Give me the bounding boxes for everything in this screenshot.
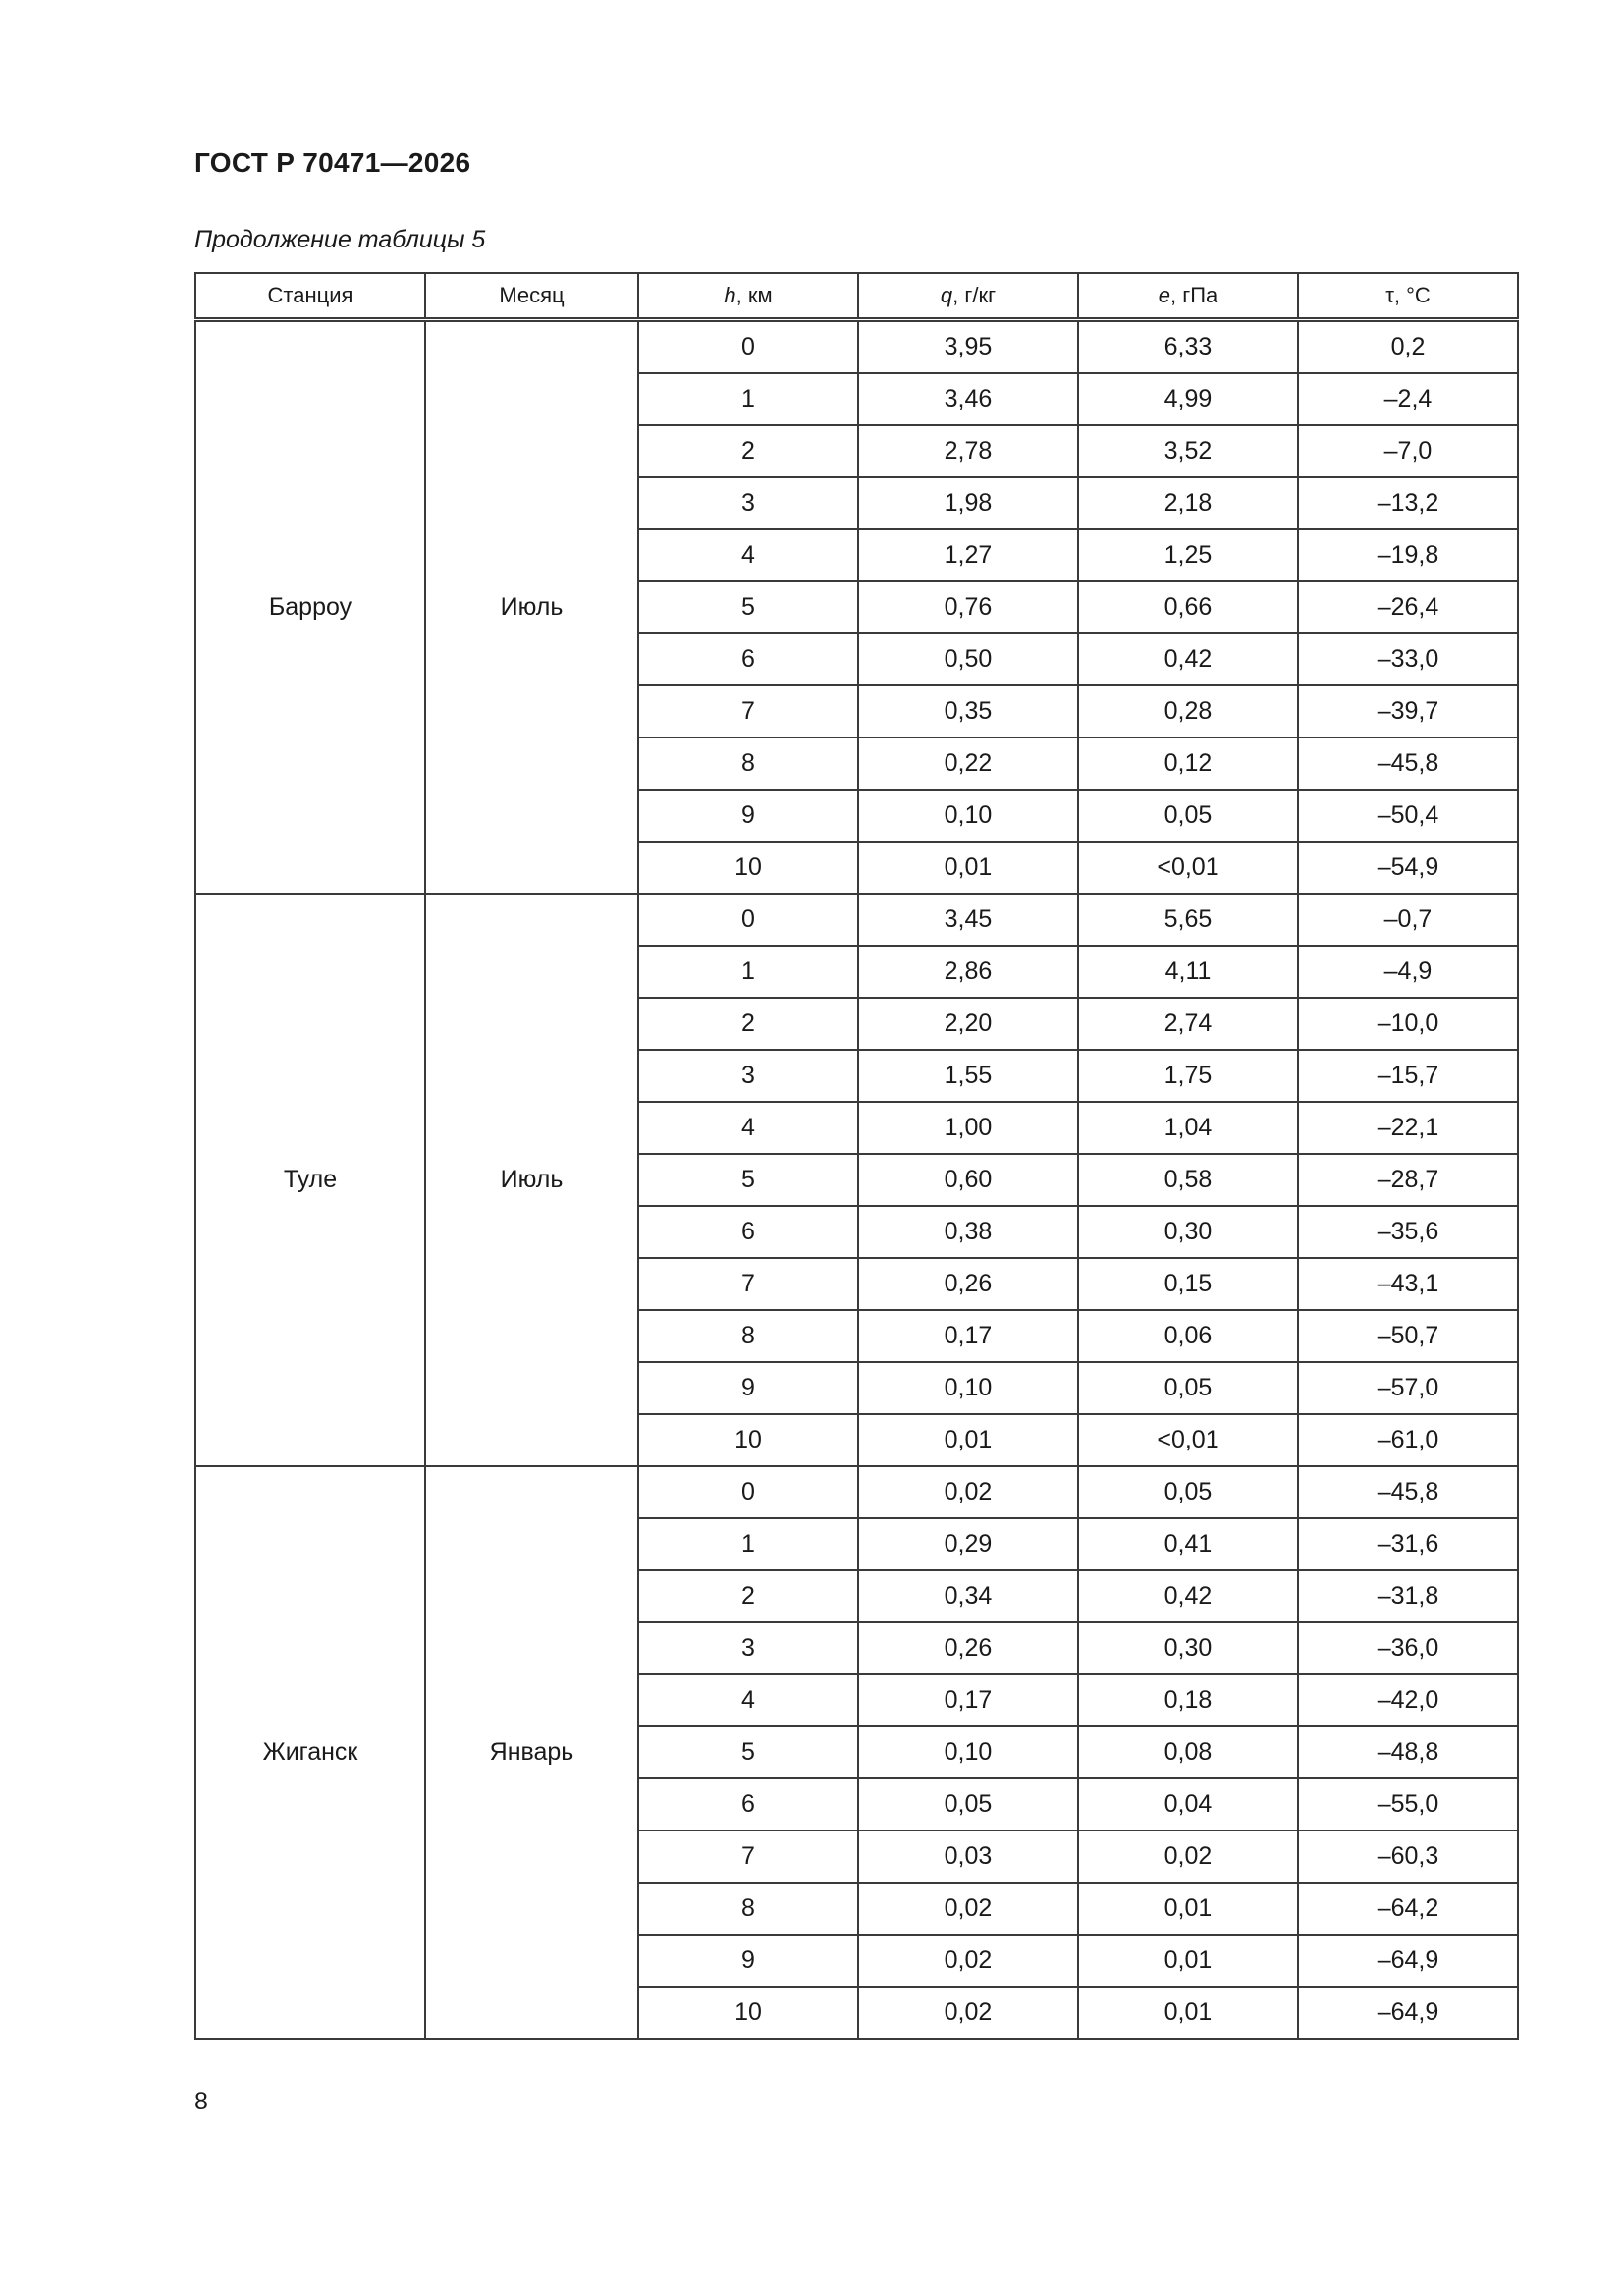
cell-vapor-pressure: 6,33 (1078, 320, 1298, 374)
cell-specific-humidity: 0,01 (858, 1414, 1078, 1466)
cell-height: 4 (638, 529, 858, 581)
cell-dew-point: –55,0 (1298, 1778, 1518, 1831)
cell-station: Барроу (195, 320, 425, 895)
cell-vapor-pressure: 0,18 (1078, 1674, 1298, 1726)
column-header-text: , г/кг (952, 283, 997, 307)
cell-dew-point: –64,2 (1298, 1883, 1518, 1935)
cell-vapor-pressure: <0,01 (1078, 1414, 1298, 1466)
cell-dew-point: –39,7 (1298, 685, 1518, 738)
cell-vapor-pressure: 0,30 (1078, 1622, 1298, 1674)
cell-station: Жиганск (195, 1466, 425, 2039)
cell-specific-humidity: 0,03 (858, 1831, 1078, 1883)
cell-specific-humidity: 0,02 (858, 1935, 1078, 1987)
cell-height: 8 (638, 738, 858, 790)
cell-specific-humidity: 0,17 (858, 1310, 1078, 1362)
cell-height: 10 (638, 1987, 858, 2039)
cell-height: 9 (638, 790, 858, 842)
cell-specific-humidity: 1,27 (858, 529, 1078, 581)
cell-month: Январь (425, 1466, 638, 2039)
cell-dew-point: –19,8 (1298, 529, 1518, 581)
cell-vapor-pressure: 0,30 (1078, 1206, 1298, 1258)
cell-vapor-pressure: 1,04 (1078, 1102, 1298, 1154)
cell-dew-point: –50,4 (1298, 790, 1518, 842)
cell-height: 7 (638, 685, 858, 738)
table-body (195, 320, 1518, 2040)
cell-vapor-pressure: 0,01 (1078, 1935, 1298, 1987)
cell-specific-humidity: 0,26 (858, 1622, 1078, 1674)
cell-vapor-pressure: 0,06 (1078, 1310, 1298, 1362)
cell-vapor-pressure: 0,12 (1078, 738, 1298, 790)
cell-vapor-pressure: 0,41 (1078, 1518, 1298, 1570)
cell-height: 0 (638, 1466, 858, 1518)
column-header-text: , км (735, 283, 773, 307)
cell-month: Июль (425, 320, 638, 895)
column-header-specific-humidity (858, 273, 1078, 320)
table-row (195, 1466, 1518, 1518)
cell-dew-point: –26,4 (1298, 581, 1518, 633)
cell-dew-point: –50,7 (1298, 1310, 1518, 1362)
cell-height: 6 (638, 1206, 858, 1258)
cell-vapor-pressure: 0,01 (1078, 1987, 1298, 2039)
cell-dew-point: –64,9 (1298, 1935, 1518, 1987)
cell-vapor-pressure: 5,65 (1078, 894, 1298, 946)
cell-specific-humidity: 0,35 (858, 685, 1078, 738)
column-header-text: , гПа (1169, 283, 1218, 307)
column-header-text: Станция (267, 283, 353, 307)
cell-month: Июль (425, 894, 638, 1466)
cell-height: 6 (638, 633, 858, 685)
cell-specific-humidity: 1,55 (858, 1050, 1078, 1102)
cell-vapor-pressure: 0,15 (1078, 1258, 1298, 1310)
column-header-dew-point (1298, 273, 1518, 320)
cell-height: 8 (638, 1883, 858, 1935)
table-caption: Продолжение таблицы 5 (194, 226, 486, 253)
cell-dew-point: –15,7 (1298, 1050, 1518, 1102)
cell-height: 9 (638, 1362, 858, 1414)
cell-height: 5 (638, 1154, 858, 1206)
table-header-row (195, 273, 1518, 320)
cell-specific-humidity: 0,60 (858, 1154, 1078, 1206)
cell-vapor-pressure: 0,05 (1078, 1466, 1298, 1518)
cell-dew-point: –43,1 (1298, 1258, 1518, 1310)
cell-height: 1 (638, 946, 858, 998)
cell-height: 3 (638, 477, 858, 529)
cell-height: 4 (638, 1102, 858, 1154)
cell-height: 10 (638, 842, 858, 894)
cell-specific-humidity: 3,95 (858, 320, 1078, 374)
cell-specific-humidity: 2,86 (858, 946, 1078, 998)
cell-dew-point: –35,6 (1298, 1206, 1518, 1258)
cell-dew-point: –64,9 (1298, 1987, 1518, 2039)
cell-height: 2 (638, 425, 858, 477)
cell-height: 1 (638, 1518, 858, 1570)
cell-specific-humidity: 0,05 (858, 1778, 1078, 1831)
cell-height: 8 (638, 1310, 858, 1362)
column-header-month (425, 273, 638, 320)
cell-dew-point: –57,0 (1298, 1362, 1518, 1414)
cell-height: 7 (638, 1831, 858, 1883)
cell-dew-point: –45,8 (1298, 738, 1518, 790)
cell-dew-point: –10,0 (1298, 998, 1518, 1050)
cell-vapor-pressure: 4,11 (1078, 946, 1298, 998)
cell-height: 0 (638, 894, 858, 946)
cell-specific-humidity: 3,46 (858, 373, 1078, 425)
column-header-var: h (724, 283, 736, 307)
cell-vapor-pressure: 0,42 (1078, 1570, 1298, 1622)
cell-vapor-pressure: 0,58 (1078, 1154, 1298, 1206)
cell-specific-humidity: 0,02 (858, 1883, 1078, 1935)
cell-height: 10 (638, 1414, 858, 1466)
cell-height: 3 (638, 1050, 858, 1102)
cell-specific-humidity: 0,17 (858, 1674, 1078, 1726)
cell-specific-humidity: 0,29 (858, 1518, 1078, 1570)
cell-height: 3 (638, 1622, 858, 1674)
cell-vapor-pressure: <0,01 (1078, 842, 1298, 894)
cell-specific-humidity: 3,45 (858, 894, 1078, 946)
cell-height: 6 (638, 1778, 858, 1831)
document-header: ГОСТ Р 70471—2026 (194, 147, 471, 178)
cell-height: 9 (638, 1935, 858, 1987)
cell-dew-point: –13,2 (1298, 477, 1518, 529)
cell-vapor-pressure: 0,66 (1078, 581, 1298, 633)
cell-specific-humidity: 0,02 (858, 1466, 1078, 1518)
cell-station: Туле (195, 894, 425, 1466)
cell-height: 7 (638, 1258, 858, 1310)
cell-dew-point: –0,7 (1298, 894, 1518, 946)
cell-dew-point: –48,8 (1298, 1726, 1518, 1778)
cell-height: 1 (638, 373, 858, 425)
cell-vapor-pressure: 0,08 (1078, 1726, 1298, 1778)
column-header-var: q (940, 283, 953, 307)
cell-vapor-pressure: 0,05 (1078, 790, 1298, 842)
cell-specific-humidity: 0,76 (858, 581, 1078, 633)
cell-vapor-pressure: 3,52 (1078, 425, 1298, 477)
data-table (194, 272, 1519, 2040)
cell-specific-humidity: 0,38 (858, 1206, 1078, 1258)
cell-height: 5 (638, 581, 858, 633)
cell-vapor-pressure: 2,18 (1078, 477, 1298, 529)
cell-specific-humidity: 1,00 (858, 1102, 1078, 1154)
cell-vapor-pressure: 4,99 (1078, 373, 1298, 425)
table-row (195, 894, 1518, 946)
cell-specific-humidity: 0,10 (858, 790, 1078, 842)
cell-dew-point: –22,1 (1298, 1102, 1518, 1154)
cell-dew-point: –42,0 (1298, 1674, 1518, 1726)
cell-height: 4 (638, 1674, 858, 1726)
page-number: 8 (194, 2088, 208, 2115)
table-row (195, 320, 1518, 374)
cell-dew-point: –28,7 (1298, 1154, 1518, 1206)
cell-specific-humidity: 2,20 (858, 998, 1078, 1050)
cell-vapor-pressure: 0,42 (1078, 633, 1298, 685)
cell-dew-point: –45,8 (1298, 1466, 1518, 1518)
cell-specific-humidity: 0,34 (858, 1570, 1078, 1622)
cell-dew-point: –2,4 (1298, 373, 1518, 425)
cell-vapor-pressure: 0,02 (1078, 1831, 1298, 1883)
cell-dew-point: 0,2 (1298, 320, 1518, 374)
column-header-text: Месяц (499, 283, 565, 307)
cell-dew-point: –60,3 (1298, 1831, 1518, 1883)
cell-specific-humidity: 1,98 (858, 477, 1078, 529)
cell-vapor-pressure: 0,05 (1078, 1362, 1298, 1414)
cell-dew-point: –4,9 (1298, 946, 1518, 998)
cell-vapor-pressure: 1,75 (1078, 1050, 1298, 1102)
cell-specific-humidity: 0,10 (858, 1726, 1078, 1778)
cell-height: 0 (638, 320, 858, 374)
cell-height: 2 (638, 998, 858, 1050)
cell-specific-humidity: 0,26 (858, 1258, 1078, 1310)
cell-specific-humidity: 0,10 (858, 1362, 1078, 1414)
column-header-var: e (1158, 283, 1170, 307)
cell-specific-humidity: 2,78 (858, 425, 1078, 477)
column-header-height (638, 273, 858, 320)
cell-dew-point: –54,9 (1298, 842, 1518, 894)
cell-vapor-pressure: 0,01 (1078, 1883, 1298, 1935)
cell-specific-humidity: 0,22 (858, 738, 1078, 790)
cell-dew-point: –31,8 (1298, 1570, 1518, 1622)
cell-dew-point: –7,0 (1298, 425, 1518, 477)
cell-dew-point: –36,0 (1298, 1622, 1518, 1674)
cell-dew-point: –31,6 (1298, 1518, 1518, 1570)
cell-specific-humidity: 0,50 (858, 633, 1078, 685)
cell-dew-point: –61,0 (1298, 1414, 1518, 1466)
cell-height: 5 (638, 1726, 858, 1778)
cell-vapor-pressure: 0,04 (1078, 1778, 1298, 1831)
cell-vapor-pressure: 1,25 (1078, 529, 1298, 581)
column-header-text: τ, °C (1385, 283, 1431, 307)
cell-specific-humidity: 0,02 (858, 1987, 1078, 2039)
cell-dew-point: –33,0 (1298, 633, 1518, 685)
cell-vapor-pressure: 0,28 (1078, 685, 1298, 738)
cell-vapor-pressure: 2,74 (1078, 998, 1298, 1050)
cell-height: 2 (638, 1570, 858, 1622)
column-header-station (195, 273, 425, 320)
cell-specific-humidity: 0,01 (858, 842, 1078, 894)
column-header-vapor-pressure (1078, 273, 1298, 320)
